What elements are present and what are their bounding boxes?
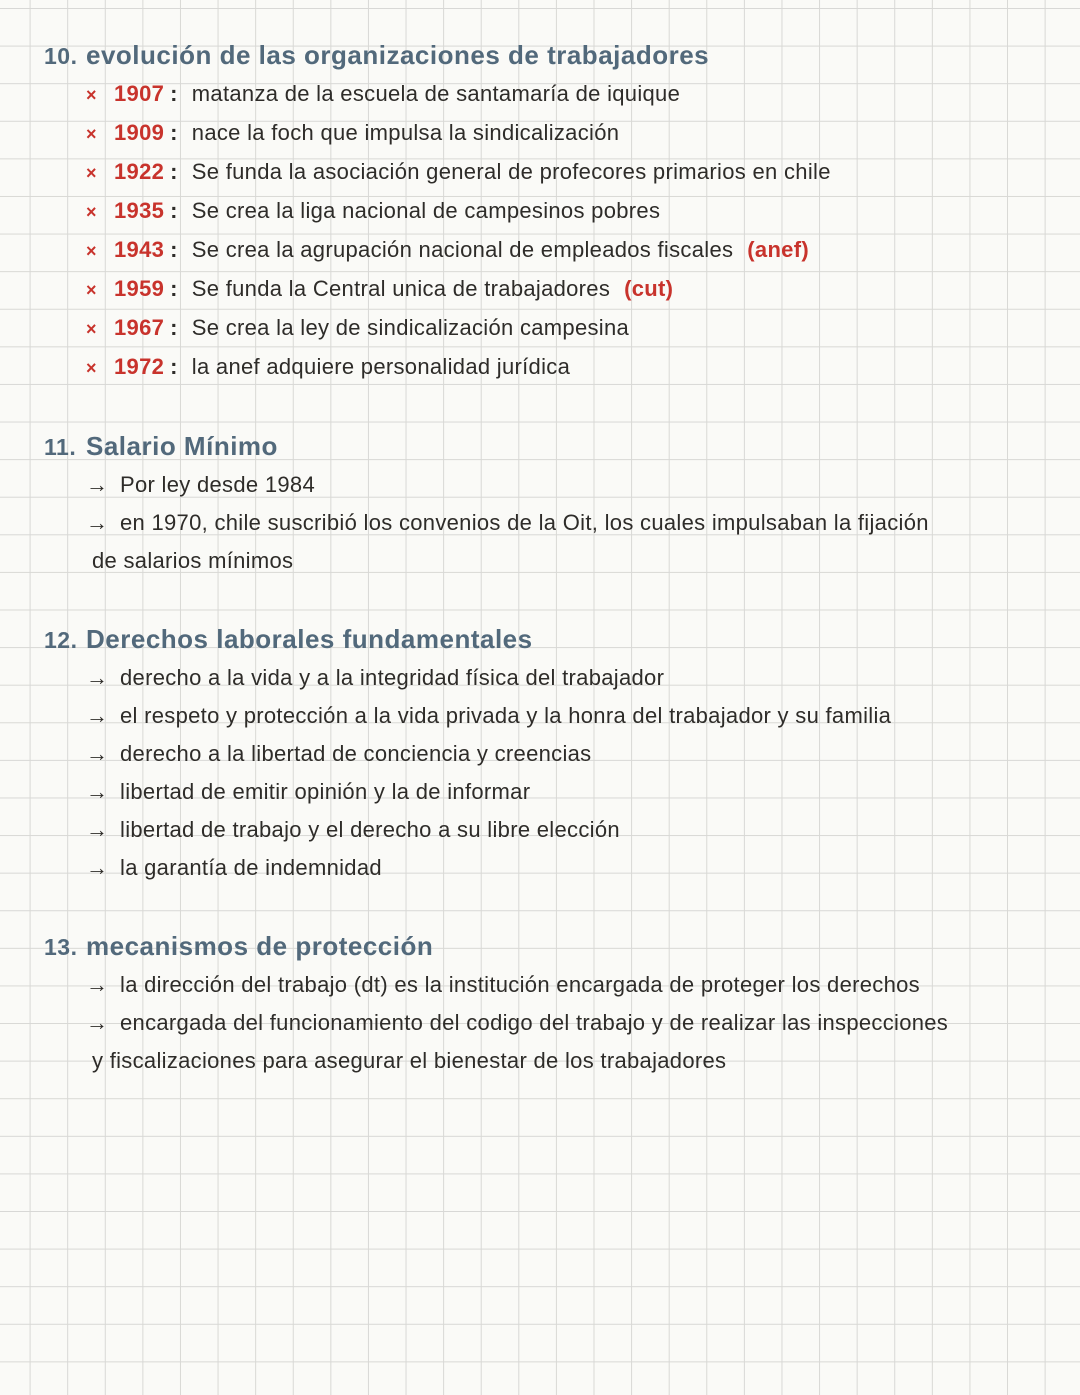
item-year: 1967 [114,315,165,340]
section-number: 12. [44,627,78,653]
arrow-item [86,697,1050,735]
arrow-item [86,659,1050,697]
section-12 [44,620,1050,887]
timeline-item [86,231,1050,270]
timeline-item [86,348,1050,387]
item-text: Por ley desde 1984 [120,472,315,497]
item-colon: : [170,120,178,145]
item-text: de salarios mínimos [92,548,294,573]
item-colon: : [170,198,178,223]
item-text: Se crea la ley de sindicalización campesina [191,315,630,340]
item-colon: : [170,276,178,301]
section-11 [44,427,1050,580]
x-bullet-marker: × [86,124,97,144]
item-text: nace la foch que impulsa la sindicalización [191,120,620,145]
section-heading [44,427,1050,466]
item-continuation-line [86,542,1050,580]
item-colon: : [170,81,178,106]
item-text: y fiscalizaciones para asegurar el bienestar de los trabajadores [92,1048,727,1073]
item-year: 1943 [114,237,165,262]
timeline-item [86,153,1050,192]
arrow-item [86,466,1050,504]
section-title: mecanismos de protección [86,931,434,961]
arrow-bullet-marker: → [86,472,109,497]
item-colon: : [170,237,178,262]
arrow-bullet-marker: → [86,972,109,997]
x-bullet-marker: × [86,280,97,300]
arrow-item [86,504,1050,542]
arrow-item [86,735,1050,773]
item-year: 1909 [114,120,165,145]
item-continuation-line [86,1042,1050,1080]
x-bullet-marker: × [86,85,97,105]
arrow-bullet-marker: → [86,665,109,690]
arrow-bullet-marker: → [86,510,109,535]
arrow-bullet-marker: → [86,779,109,804]
x-bullet-marker: × [86,358,97,378]
item-text: derecho a la vida y a la integridad física del trabajador [120,665,665,690]
section-title: Salario Mínimo [86,431,278,461]
arrow-item [86,849,1050,887]
section-heading [44,927,1050,966]
section-heading [44,36,1050,75]
item-text: Se funda la asociación general de profecores primarios en chile [191,159,831,184]
timeline-item [86,270,1050,309]
timeline-item [86,192,1050,231]
section-heading [44,620,1050,659]
item-text: la anef adquiere personalidad jurídica [191,354,571,379]
arrow-bullet-marker: → [86,1010,109,1035]
item-text: libertad de emitir opinión y la de informar [120,779,531,804]
section-10 [44,36,1050,387]
item-text: Se crea la liga nacional de campesinos pobres [191,198,661,223]
item-text: encargada del funcionamiento del codigo del trabajo y de realizar las inspecciones [120,1010,949,1035]
item-text: derecho a la libertad de conciencia y creencias [120,741,592,766]
item-year: 1972 [114,354,165,379]
item-year: 1907 [114,81,165,106]
x-bullet-marker: × [86,202,97,222]
x-bullet-marker: × [86,241,97,261]
item-year: 1935 [114,198,165,223]
item-colon: : [170,159,178,184]
item-text: la dirección del trabajo (dt) es la institución encargada de proteger los derechos [120,972,920,997]
item-year: 1959 [114,276,165,301]
item-text: en 1970, chile suscribió los convenios de la Oit, los cuales impulsaban la fijación [120,510,929,535]
section-13 [44,927,1050,1080]
arrow-bullet-marker: → [86,855,109,880]
arrow-item [86,811,1050,849]
item-note: (anef) [747,237,809,262]
arrow-item [86,773,1050,811]
item-text: la garantía de indemnidad [120,855,382,880]
arrow-bullet-marker: → [86,703,109,728]
section-number: 10. [44,43,78,69]
timeline-item [86,114,1050,153]
item-colon: : [170,354,178,379]
item-text: Se crea la agrupación nacional de empleados fiscales [191,237,734,262]
timeline-item [86,75,1050,114]
item-note: (cut) [624,276,674,301]
section-number: 11. [44,434,77,460]
section-title: evolución de las organizaciones de trabajadores [86,40,710,70]
item-text: Se funda la Central unica de trabajadores [191,276,611,301]
arrow-item [86,1004,1050,1042]
item-text: matanza de la escuela de santamaría de iquique [191,81,681,106]
section-title: Derechos laborales fundamentales [86,624,533,654]
item-text: libertad de trabajo y el derecho a su libre elección [120,817,620,842]
item-year: 1922 [114,159,165,184]
arrow-item [86,966,1050,1004]
timeline-item [86,309,1050,348]
item-text: el respeto y protección a la vida privada y la honra del trabajador y su familia [120,703,892,728]
section-number: 13. [44,934,78,960]
arrow-bullet-marker: → [86,817,109,842]
arrow-bullet-marker: → [86,741,109,766]
x-bullet-marker: × [86,163,97,183]
x-bullet-marker: × [86,319,97,339]
item-colon: : [170,315,178,340]
